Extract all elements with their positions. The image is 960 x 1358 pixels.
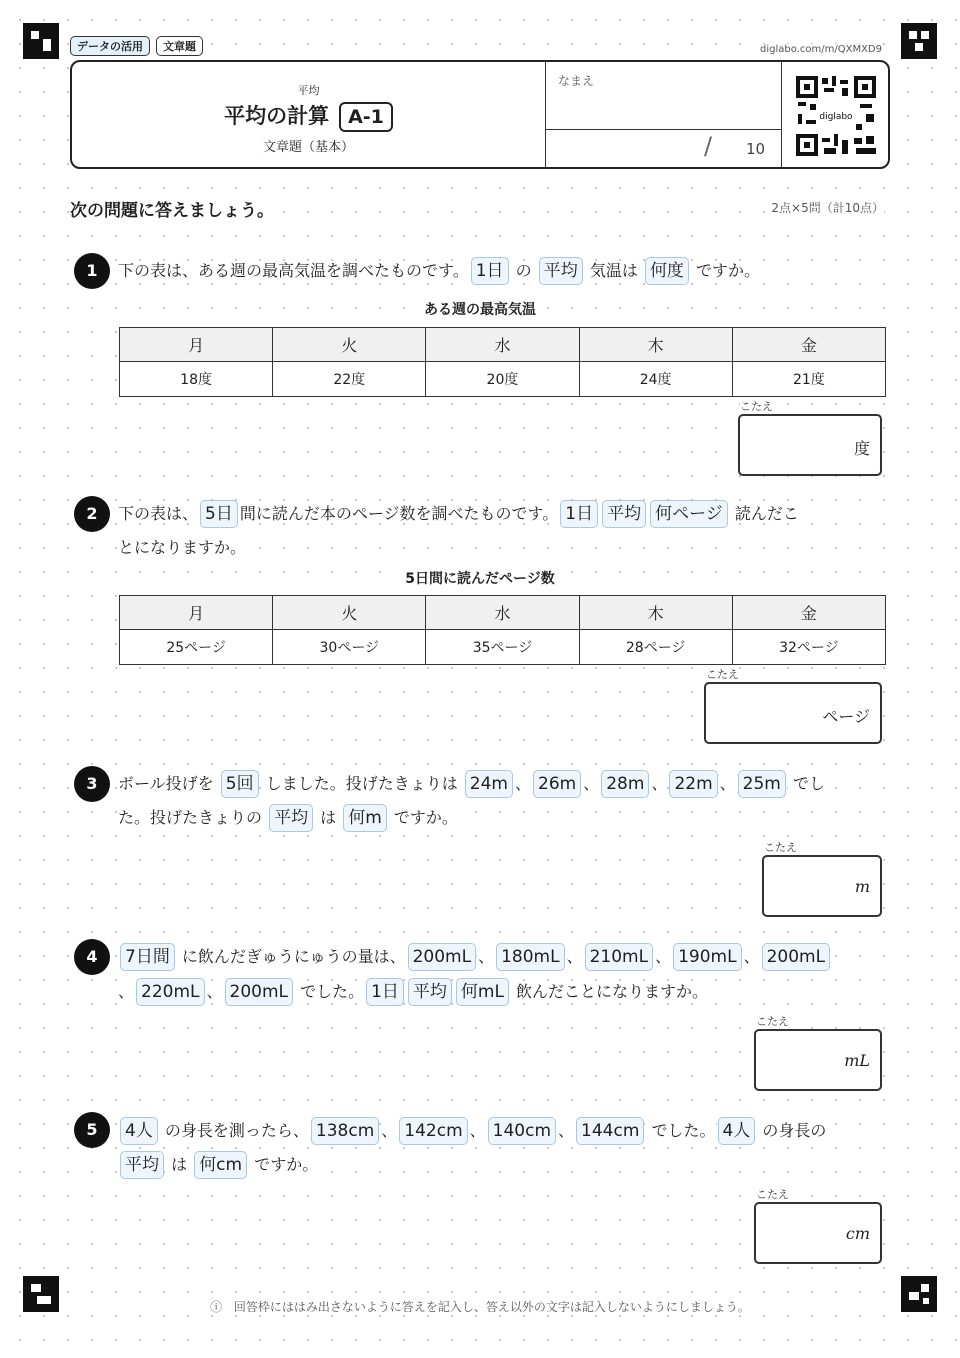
table-2-title-text: 5日間に読んだページ数	[401, 571, 558, 587]
question-text-part: 、	[515, 774, 532, 793]
keyword-chip: 平均	[269, 804, 313, 832]
title-block	[72, 62, 546, 167]
answer-label-2: こたえ	[706, 668, 739, 681]
question-number-4: 4	[74, 939, 110, 975]
score-field[interactable]	[546, 130, 782, 167]
question-5-text-cont	[118, 1148, 318, 1182]
table-cell: 28ページ	[579, 630, 732, 665]
answer-box-5[interactable]	[754, 1202, 882, 1264]
corner-marker-top-right	[901, 23, 937, 59]
answer-unit: ページ	[822, 707, 870, 726]
category-tag: データの活用	[70, 36, 150, 56]
question-text-part: ですか。	[388, 808, 458, 827]
score-slash: /	[704, 132, 713, 160]
keyword-chip: 142cm	[399, 1117, 467, 1145]
type-tag: 文章題	[156, 36, 203, 56]
question-text-part: 、	[719, 774, 736, 793]
question-text-part: 、	[469, 1121, 486, 1140]
table-header: 木	[579, 328, 732, 362]
table-cell: 20度	[426, 362, 579, 397]
answer-label-4: こたえ	[756, 1015, 789, 1028]
question-text-part: 、	[118, 982, 135, 1001]
table-header: 木	[579, 596, 732, 630]
keyword-chip: 26m	[533, 770, 581, 798]
keyword-chip: 28m	[601, 770, 649, 798]
worksheet-header	[70, 60, 890, 169]
table-cell: 30ページ	[273, 630, 426, 665]
table-1-title-text: ある週の最高気温	[420, 302, 540, 318]
question-number-5: 5	[74, 1112, 110, 1148]
question-text-part: 、	[743, 947, 760, 966]
question-text-part: 、	[558, 1121, 575, 1140]
question-text-part: とになりますか。	[118, 538, 247, 557]
question-text-part: 、	[381, 1121, 398, 1140]
worksheet-type: 文章題（基本）	[262, 140, 354, 155]
question-text-part: 、	[206, 982, 223, 1001]
question-text-part: の身長を測ったら、	[159, 1121, 309, 1140]
question-text-part: の身長の	[757, 1121, 827, 1140]
keyword-chip: 4人	[120, 1117, 158, 1145]
keyword-chip: 220mL	[136, 978, 204, 1006]
answer-label-5: こたえ	[756, 1188, 789, 1201]
keyword-chip: 1日	[366, 978, 404, 1006]
table-header: 水	[426, 328, 579, 362]
question-text-part: ですか。	[690, 261, 761, 280]
table-cell: 22度	[273, 362, 426, 397]
keyword-chip: 24m	[465, 770, 513, 798]
answer-box-4[interactable]	[754, 1029, 882, 1091]
question-5-text	[118, 1114, 826, 1148]
table-header: 金	[732, 596, 885, 630]
question-text-part: ですか。	[249, 1155, 319, 1174]
data-table-2	[119, 595, 886, 665]
name-label: なまえ	[558, 74, 595, 88]
question-4-text	[118, 940, 832, 974]
name-field[interactable]	[546, 62, 782, 130]
question-text-part: の	[510, 261, 537, 280]
keyword-chip: 200mL	[762, 943, 830, 971]
question-text-part: でした。	[646, 1121, 716, 1140]
instruction: 次の問題に答えましょう。	[70, 196, 278, 221]
keyword-chip: 7日間	[120, 943, 175, 971]
question-2-text-cont	[118, 531, 246, 565]
question-text-part: は	[166, 1155, 193, 1174]
answer-box-1[interactable]	[738, 414, 882, 476]
question-text-part: 間に読んだ本のページ数を調べたものです。	[239, 504, 559, 523]
table-header: 月	[120, 328, 273, 362]
keyword-chip: 平均	[408, 978, 452, 1006]
keyword-chip: 138cm	[311, 1117, 379, 1145]
corner-marker-top-left	[23, 23, 59, 59]
table-header: 火	[273, 596, 426, 630]
keyword-chip: 平均	[120, 1151, 164, 1179]
table-cell: 21度	[732, 362, 885, 397]
keyword-chip: 200mL	[225, 978, 293, 1006]
keyword-chip: 何度	[645, 257, 689, 285]
table-header: 水	[426, 596, 579, 630]
keyword-chip: 何mL	[456, 978, 509, 1006]
table-cell: 32ページ	[732, 630, 885, 665]
question-text-part: た。投げたきょりの	[118, 808, 268, 827]
table-2-title	[0, 568, 960, 588]
topic-label: 平均	[297, 84, 320, 97]
table-cell: 24度	[579, 362, 732, 397]
keyword-chip: 何ページ	[650, 500, 728, 528]
keyword-chip: 140cm	[488, 1117, 556, 1145]
question-text-part: でした。	[295, 982, 365, 1001]
keyword-chip: 210mL	[585, 943, 653, 971]
table-header: 月	[120, 596, 273, 630]
worksheet-url[interactable]: diglabo.com/m/QXMXD9	[760, 44, 882, 55]
qr-label: diglabo	[819, 112, 853, 122]
keyword-chip: 200mL	[408, 943, 476, 971]
keyword-chip: 22m	[669, 770, 717, 798]
question-text-part: 飲んだことになりますか。	[510, 982, 709, 1001]
info-icon: ⓘ	[206, 1300, 230, 1314]
question-text-part: に飲んだぎゅうにゅうの量は、	[176, 947, 406, 966]
answer-label-3: こたえ	[764, 841, 797, 854]
title-text: 平均の計算	[224, 104, 330, 128]
keyword-chip: 1日	[560, 500, 598, 528]
keyword-chip: 何cm	[194, 1151, 247, 1179]
keyword-chip: 4人	[718, 1117, 756, 1145]
score-total: 10	[746, 140, 766, 158]
question-text-part: 読んだこ	[729, 504, 799, 523]
question-text-part: は	[315, 808, 342, 827]
question-text-part: 気温は	[584, 261, 643, 280]
keyword-chip: 180mL	[496, 943, 564, 971]
keyword-chip: 25m	[738, 770, 786, 798]
table-header: 金	[732, 328, 885, 362]
answer-label-1: こたえ	[740, 400, 773, 413]
keyword-chip: 平均	[539, 257, 583, 285]
question-2-text	[118, 497, 799, 531]
data-table-1	[119, 327, 886, 397]
question-text-part: 、	[478, 947, 495, 966]
question-3-text	[118, 767, 825, 801]
question-text-part: 、	[655, 947, 672, 966]
question-1-text	[118, 254, 760, 288]
table-cell: 18度	[120, 362, 273, 397]
footer-note	[0, 1298, 960, 1315]
question-text-part: 、	[651, 774, 668, 793]
answer-box-3[interactable]	[762, 855, 882, 917]
keyword-chip: 5回	[221, 770, 259, 798]
question-number-3: 3	[74, 766, 110, 802]
question-3-text-cont	[118, 801, 458, 835]
question-text-part: しました。投げたきょりは	[260, 774, 463, 793]
question-text-part: 下の表は、ある週の最高気温を調べたものです。	[118, 261, 469, 280]
question-text-part: でし	[787, 774, 825, 793]
question-text-part: 、	[583, 774, 600, 793]
table-cell: 25ページ	[120, 630, 273, 665]
keyword-chip: 144cm	[576, 1117, 644, 1145]
answer-unit: cm	[845, 1224, 870, 1243]
keyword-chip: 1日	[471, 257, 509, 285]
table-header: 火	[273, 328, 426, 362]
answer-unit: m	[854, 877, 870, 896]
keyword-chip: 平均	[602, 500, 646, 528]
answer-unit: 度	[853, 439, 870, 458]
footer-text: 回答枠にははみ出さないように答えを記入し、答え以外の文字は記入しないようにしましょう。	[230, 1300, 754, 1314]
table-cell: 35ページ	[426, 630, 579, 665]
points-info: 2点×5問（計10点）	[771, 201, 884, 215]
qr-code-icon[interactable]	[794, 74, 878, 158]
answer-unit: mL	[844, 1051, 870, 1070]
question-text-part: ボール投げを	[118, 774, 219, 793]
question-number-1: 1	[74, 253, 110, 289]
question-text-part: 下の表は、	[118, 504, 199, 523]
keyword-chip: 何m	[343, 804, 387, 832]
question-number-2: 2	[74, 496, 110, 532]
table-1-title	[0, 299, 960, 319]
keyword-chip: 190mL	[673, 943, 741, 971]
page-title	[72, 100, 545, 132]
answer-box-2[interactable]	[704, 682, 882, 744]
level-code: A-1	[339, 102, 393, 132]
question-text-part: 、	[566, 947, 583, 966]
keyword-chip: 5日	[200, 500, 238, 528]
question-4-text-cont	[118, 975, 708, 1009]
